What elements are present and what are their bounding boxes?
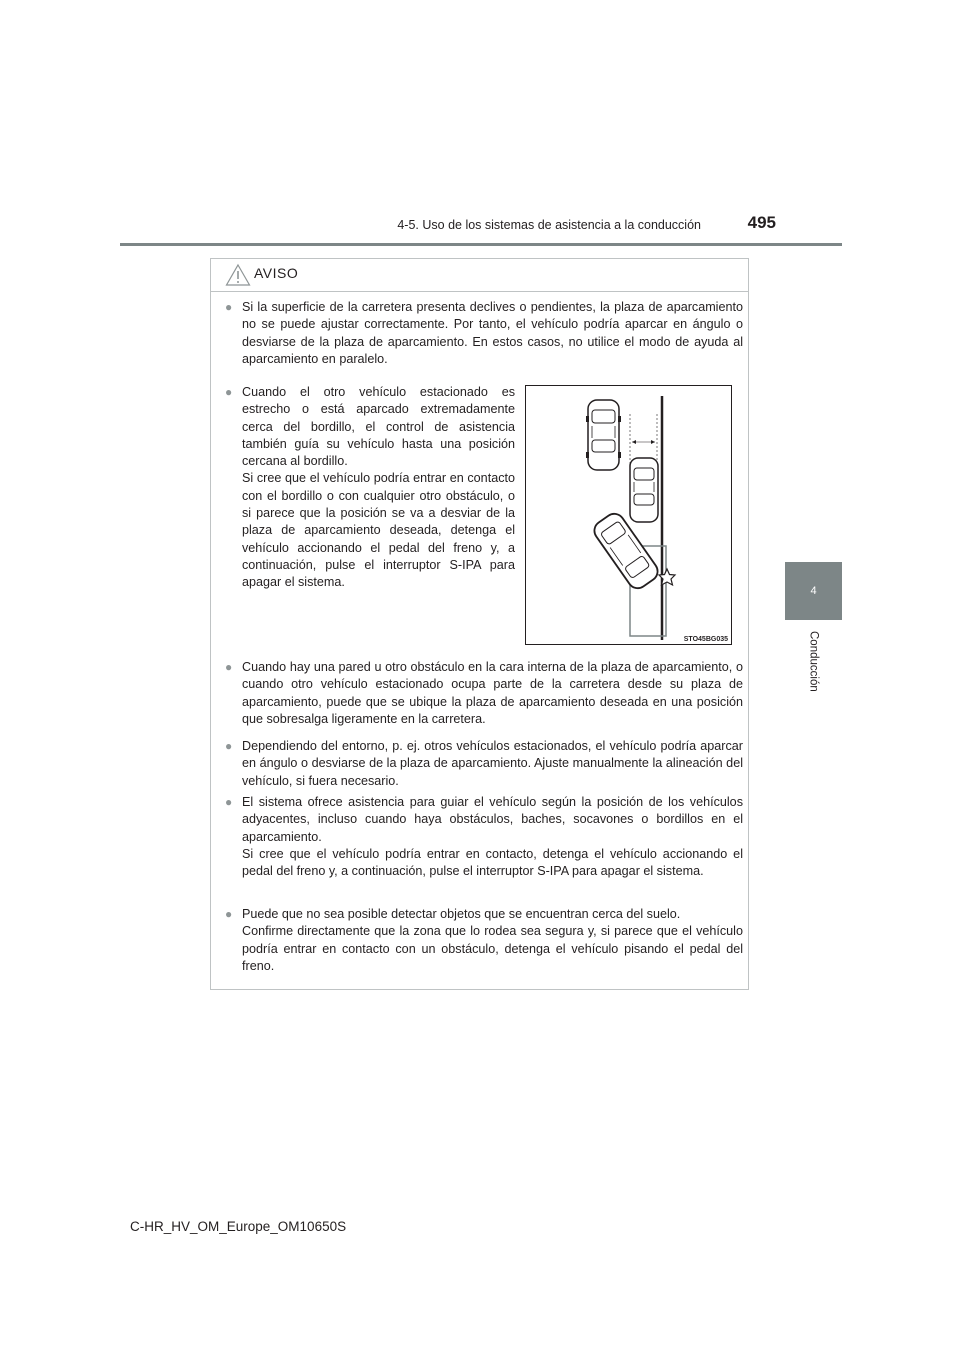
warning-item-2 [225, 384, 515, 592]
arrow-head [632, 440, 636, 444]
warning-title: AVISO [254, 265, 299, 281]
warning-item-4-text: Dependiendo del entorno, p. ej. otros vehículos estacionados, el vehículo podría aparcar en ángulo o desviarse de la plaza de aparcamiento. Ajuste manualmente la alineación del vehículo, si fuera necesario. [242, 739, 743, 788]
chapter-tab-label [785, 625, 842, 745]
warning-item-1-text: Si la superficie de la carretera presenta declives o pendientes, la plaza de aparcamiento no se puede ajustar correctamente. Por tanto, el vehículo podría aparcar en ángulo o desviarse de la plaza de aparcamiento. En estos casos, no utilice el modo de ayuda al aparcamiento en paralelo. [242, 300, 743, 366]
header-section-title: 4-5. Uso de los sistemas de asistencia a la conducción [397, 218, 701, 232]
bullet-icon: ● [225, 795, 233, 809]
bullet-icon: ● [225, 907, 233, 921]
arrow-head [651, 440, 655, 444]
warning-item-5-text: El sistema ofrece asistencia para guiar el vehículo según la posición de los vehículos adyacentes, incluso cuando haya obstáculos, baches, socavones o bordillos en el aparcamiento. [242, 795, 743, 844]
figure-code: STO45BG035 [683, 636, 728, 643]
bullet-icon: ● [225, 660, 233, 674]
footer-document-id: C-HR_HV_OM_Europe_OM10650S [130, 1219, 347, 1234]
warning-triangle-icon [225, 263, 251, 287]
warning-box [210, 258, 749, 990]
parked-car-middle [630, 458, 658, 522]
bullet-icon: ● [225, 739, 233, 753]
warning-item-3 [225, 659, 743, 728]
parking-diagram [525, 385, 732, 645]
warning-item-6 [225, 906, 743, 975]
page-number: 495 [747, 213, 776, 232]
warning-item-5-text-2: Si cree que el vehículo podría entrar en contacto, detenga el vehículo accionando el pedal del freno y, a continuación, pulse el interruptor S-IPA para apagar el sistema. [242, 846, 743, 879]
warning-item-2-text-2: Si cree que el vehículo podría entrar en contacto con el bordillo o con cualquier otro obstáculo, o si parece que la posición se va a desviar de la plaza de aparcamiento deseada, detenga el vehículo accionando el pedal del freno y, a continuación, pulse el interruptor S-IPA para apagar el sistema. [242, 471, 515, 590]
warning-item-2-text: Cuando el otro vehículo estacionado es estrecho o está aparcado extremadamente cerca del bordillo, el control de asistencia también guía su vehículo hasta una posición cercana al bordillo. [242, 385, 515, 469]
header-rule [120, 243, 842, 246]
warning-item-4 [225, 738, 743, 790]
bullet-icon: ● [225, 300, 233, 314]
warning-item-6-text-2: Confirme directamente que la zona que lo rodea sea segura y, si parece que el vehículo podría entrar en contacto con un obstáculo, detenga el vehículo pisando el pedal del freno. [242, 924, 743, 973]
warning-item-5 [225, 794, 743, 880]
warning-item-6-text: Puede que no sea posible detectar objetos que se encuentran cerca del suelo. [242, 907, 681, 921]
chapter-tab-number: 4 [785, 562, 842, 620]
warning-item-1 [225, 299, 743, 368]
chapter-tab-label-text: Conducción [807, 631, 820, 692]
warning-title-bar [211, 259, 748, 292]
parked-car-upper [586, 400, 621, 470]
parking-diagram-svg [526, 386, 733, 646]
bullet-icon: ● [225, 385, 233, 399]
warning-item-3-text: Cuando hay una pared u otro obstáculo en la cara interna de la plaza de aparcamiento, o cuando otro vehículo estacionado ocupa parte de la carretera desde su plaza de aparcamiento, puede que se ubique la plaza de aparcamiento deseada en una posición que sobresalga ligeramente en la carretera. [242, 660, 743, 726]
